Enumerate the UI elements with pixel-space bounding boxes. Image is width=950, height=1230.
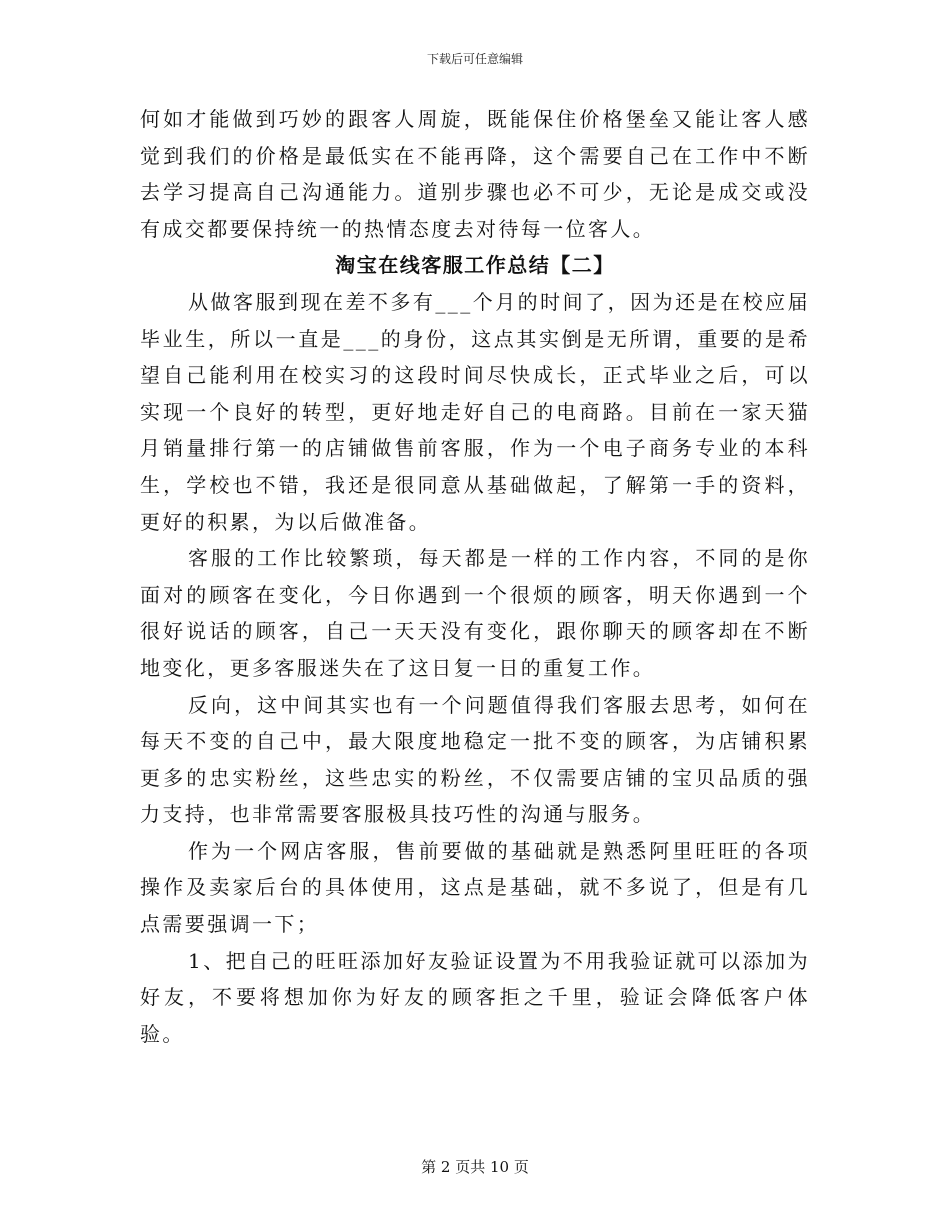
paragraph: 反向，这中间其实也有一个问题值得我们客服去思考，如何在每天不变的自己中，最大限度地稳定一批不变的顾客，为店铺积累更多的忠实粉丝，这些忠实的粉丝，不仅需要店铺的宝贝品质的强力支持，也非常需要客服极具技巧性的沟通与服务。 bbox=[140, 692, 810, 827]
document-body bbox=[140, 101, 810, 1052]
paragraph: 作为一个网店客服，售前要做的基础就是熟悉阿里旺旺的各项操作及卖家后台的具体使用，这点是基础，就不多说了，但是有几点需要强调一下； bbox=[140, 838, 810, 937]
paragraph-continued: 何如才能做到巧妙的跟客人周旋，既能保住价格堡垒又能让客人感觉到我们的价格是最低实在不能再降，这个需要自己在工作中不断去学习提高自己沟通能力。道别步骤也必不可少，无论是成交或没有成交都要保持统一的热情态度去对待每一位客人。 bbox=[140, 107, 810, 241]
paragraph: 客服的工作比较繁琐，每天都是一样的工作内容，不同的是你面对的顾客在变化，今日你遇到一个很烦的顾客，明天你遇到一个很好说话的顾客，自己一天天没有变化，跟你聊天的顾客却在不断地变化，更多客服迷失在了这日复一日的重复工作。 bbox=[140, 546, 810, 680]
paragraph: 从做客服到现在差不多有___个月的时间了，因为还是在校应届毕业生，所以一直是___的身份，这点其实倒是无所谓，重要的是希望自己能利用在校实习的这段时间尽快成长，正式毕业之后，可以实现一个良好的转型，更好地走好自己的电商路。目前在一家天猫月销量排行第一的店铺做售前客服，作为一个电子商务专业的本科生，学校也不错，我还是很同意从基础做起，了解第一手的资料，更好的积累，为以后做准备。 bbox=[140, 289, 810, 534]
section-heading: 淘宝在线客服工作总结【二】 bbox=[335, 253, 615, 278]
list-item-paragraph: 1、把自己的旺旺添加好友验证设置为不用我验证就可以添加为好友，不要将想加你为好友的顾客拒之千里，验证会降低客户体验。 bbox=[140, 948, 810, 1046]
page-footer: 第 2 页共 10 页 bbox=[421, 1158, 529, 1176]
page-header: 下载后可任意编辑 bbox=[426, 52, 523, 66]
